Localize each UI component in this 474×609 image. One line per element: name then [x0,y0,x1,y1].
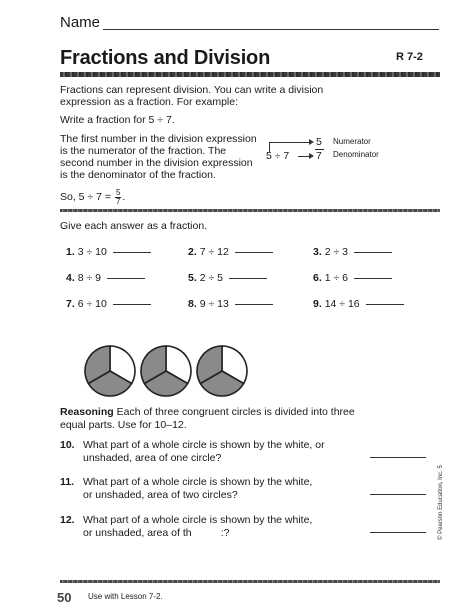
question-10-number: 10. [60,439,75,451]
page-title: Fractions and Division [60,47,271,69]
problem-number: 3. [313,246,322,258]
problem-expression: 7 ÷ 12 [199,246,229,258]
answer-line[interactable] [107,278,145,279]
explain-line-3: second number in the division expression [60,157,253,169]
instructions: Give each answer as a fraction. [60,220,208,232]
answer-line[interactable] [354,278,392,279]
problem-number: 9. [313,298,322,310]
name-label: Name [60,14,101,31]
reasoning-text: Each of three congruent circles is divided into three [113,406,355,418]
circles-group [85,346,247,396]
so-fraction-numerator: 5 [116,188,121,197]
question-11-line-2: or unshaded, area of two circles? [83,489,238,501]
problem-expression: 8 ÷ 9 [77,272,101,284]
problem-4 [66,272,145,284]
page-number: 50 [57,590,72,605]
question-10-line-2: unshaded, area of one circle? [83,452,222,464]
question-12-line-1: What part of a whole circle is shown by the white, [83,514,313,526]
so-fraction-denominator: 7 [116,197,121,206]
explain-line-2: is the numerator of the fraction. The [60,145,227,157]
intro-line-2: expression as a fraction. For example: [60,96,238,108]
problem-number: 6. [313,272,322,284]
problem-expression: 2 ÷ 3 [324,246,348,258]
arrow-right-icon [309,139,314,145]
explain-line-1: The first number in the division expression [60,133,257,145]
lesson-code: R 7-2 [396,51,423,63]
so-statement [60,189,125,206]
problem-expression: 6 ÷ 10 [77,298,107,310]
footer-lesson-text: Use with Lesson 7-2. [88,592,163,601]
question-10-line-1: What part of a whole circle is shown by the white, or [83,439,325,451]
answer-line[interactable] [229,278,267,279]
question-12-number: 12. [60,514,75,526]
problem-7 [66,298,151,310]
diagram-expression: 5 ÷ 7 [266,150,290,162]
answer-line[interactable] [366,304,404,305]
problem-5 [188,272,267,284]
reasoning-label: Reasoning [60,406,114,418]
numerator-denominator-diagram [266,134,456,164]
reasoning-line-2: equal parts. Use for 10–12. [60,419,187,431]
question-10-answer-line[interactable] [370,457,426,458]
answer-line[interactable] [354,252,392,253]
problem-number: 8. [188,298,197,310]
question-11-answer-line[interactable] [370,494,426,495]
reasoning-line-1 [60,406,355,419]
problem-number: 2. [188,246,197,258]
congruent-circles-figure [82,341,252,401]
problem-8 [188,298,273,310]
intro-line-1: Fractions can represent division. You can write a division [60,84,324,96]
problem-number: 5. [188,272,197,284]
footer-rule [60,580,440,583]
problem-1 [66,246,151,258]
intro-write-prefix: Write a fraction for 5 ÷ 7. [60,114,175,126]
problem-3 [313,246,392,258]
problem-number: 1. [66,246,75,258]
problem-expression: 14 ÷ 16 [324,298,360,310]
question-11-number: 11. [60,476,75,488]
diagram-bottom-number: 7 [316,150,322,162]
problem-number: 4. [66,272,75,284]
name-field-line[interactable] [103,29,439,30]
problem-expression: 3 ÷ 10 [77,246,107,258]
question-11-line-1: What part of a whole circle is shown by the white, [83,476,313,488]
answer-line[interactable] [235,304,273,305]
problem-expression: 1 ÷ 6 [324,272,348,284]
numerator-label: Numerator [333,137,371,146]
problem-6 [313,272,392,284]
diagram-top-number: 5 [316,136,322,148]
problem-9 [313,298,404,310]
problem-expression: 9 ÷ 13 [199,298,229,310]
answer-line[interactable] [235,252,273,253]
answer-line[interactable] [113,304,151,305]
answer-line[interactable] [113,252,151,253]
problem-2 [188,246,273,258]
so-fraction [115,189,121,206]
explain-line-4: is the denominator of the fraction. [60,169,216,181]
problem-number: 7. [66,298,75,310]
question-12-answer-line[interactable] [370,532,426,533]
so-prefix: So, 5 ÷ 7 = [60,191,112,204]
arrow-right-icon [309,153,314,159]
so-suffix: . [122,191,126,204]
copyright-note: © Pearson Education, Inc. 5 [438,465,444,540]
question-12-line-2: or unshaded, area of th :? [83,527,230,539]
denominator-label: Denominator [333,150,379,159]
header-rule [60,72,440,77]
problem-expression: 2 ÷ 5 [199,272,223,284]
section-rule [60,209,440,212]
diagram-arrow-shaft [269,142,311,143]
